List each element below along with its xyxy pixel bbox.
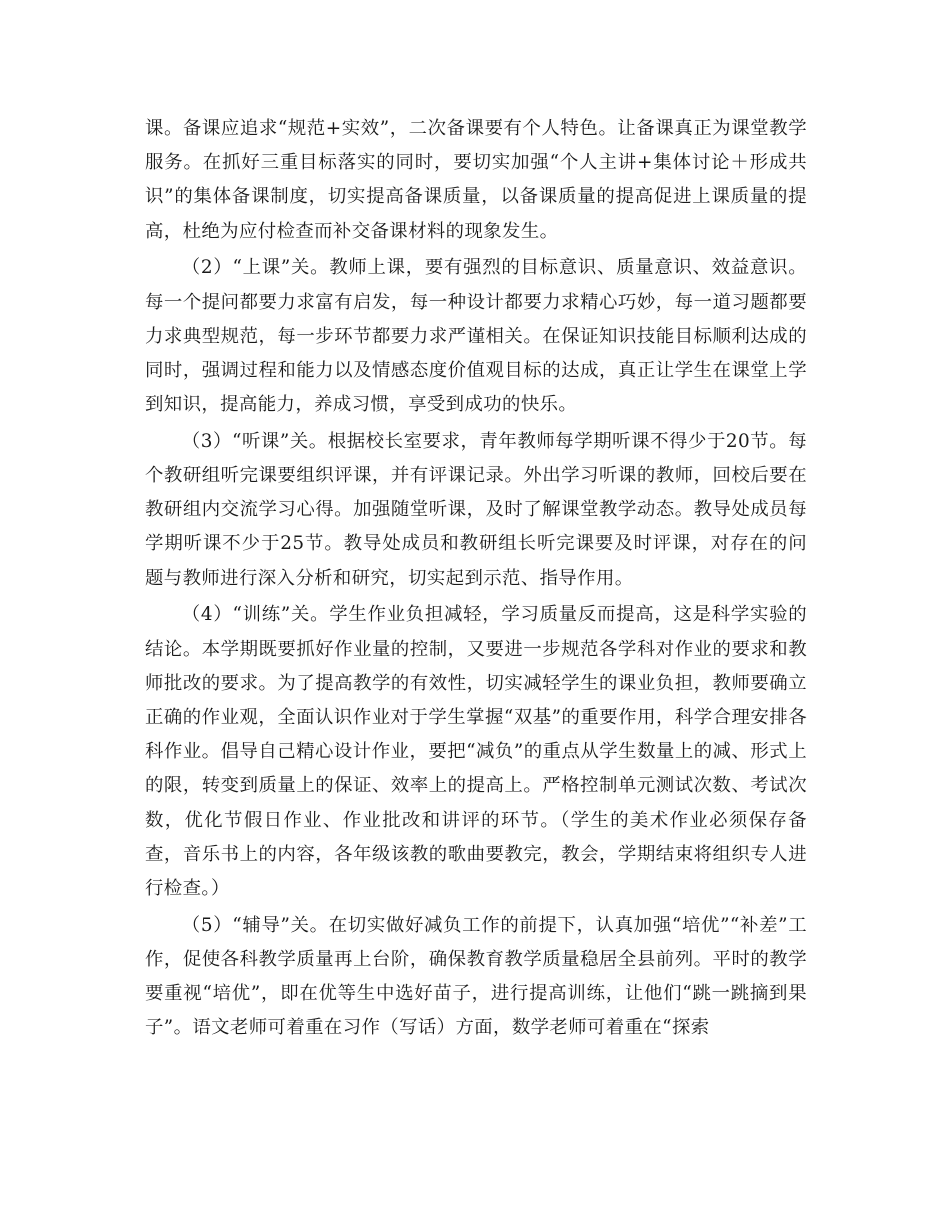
paragraph-continuation: 课。备课应追求“规范+实效”，二次备课要有个人特色。让备课真正为课堂教学服务。在抓好三重目标落实的同时，要切实加强“个人主讲+集体讨论＋形成共识”的集体备课制度，切实提高备课质量，以备课质量的提高促进上课质量的提高，杜绝为应付检查而补交备课材料的现象发生。 [145,118,807,242]
paragraph-tutoring: （5）“辅导”关。在切实做好减负工作的前提下，认真加强“培优”“补差”工作，促使各科教学质量再上台阶，确保教育教学质量稳居全县前列。平时的教学要重视“培优”，即在优等生中选好苗子，进行提高训练，让他们“跳一跳摘到果子”。语文老师可着重在习作（写话）方面，数学老师可着重在“探索 [145,914,807,1039]
paragraph-homework-training: （4）“训练”关。学生作业负担减轻，学习质量反而提高，这是科学实验的结论。本学期既要抓好作业量的控制，又要进一步规范各学科对作业的要求和教师批改的要求。为了提高教学的有效性，切实减轻学生的课业负担，教师要确立正确的作业观，全面认识作业对于学生掌握“双基”的重要作用，科学合理安排各科作业。倡导自己精心设计作业，要把“减负”的重点从学生数量上的减、形式上的限，转变到质量上的保证、效率上的提高上。严格控制单元测试次数、考试次数，优化节假日作业、作业批改和讲评的环节。（学生的美术作业必须保存备查，音乐书上的内容，各年级该教的歌曲要教完，教会，学期结束将组织专人进行检查。） [145,604,807,899]
paragraph-lesson-delivery: （2）“上课”关。教师上课，要有强烈的目标意识、质量意识、效益意识。每一个提问都要力求富有启发，每一种设计都要力求精心巧妙，每一道习题都要力求典型规范，每一步环节都要力求严谨相关。在保证知识技能目标顺利达成的同时，强调过程和能力以及情感态度价值观目标的达成，真正让学生在课堂上学到知识，提高能力，养成习惯，享受到成功的快乐。 [145,257,807,416]
paragraph-lesson-observation: （3）“听课”关。根据校长室要求，青年教师每学期听课不得少于20节。每个教研组听完课要组织评课，并有评课记录。外出学习听课的教师，回校后要在教研组内交流学习心得。加强随堂听课，及时了解课堂教学动态。教导处成员每学期听课不少于25节。教导处成员和教研组长听完课要及时评课，对存在的问题与教师进行深入分析和研究，切实起到示范、指导作用。 [145,430,807,589]
document-body [145,112,807,1048]
